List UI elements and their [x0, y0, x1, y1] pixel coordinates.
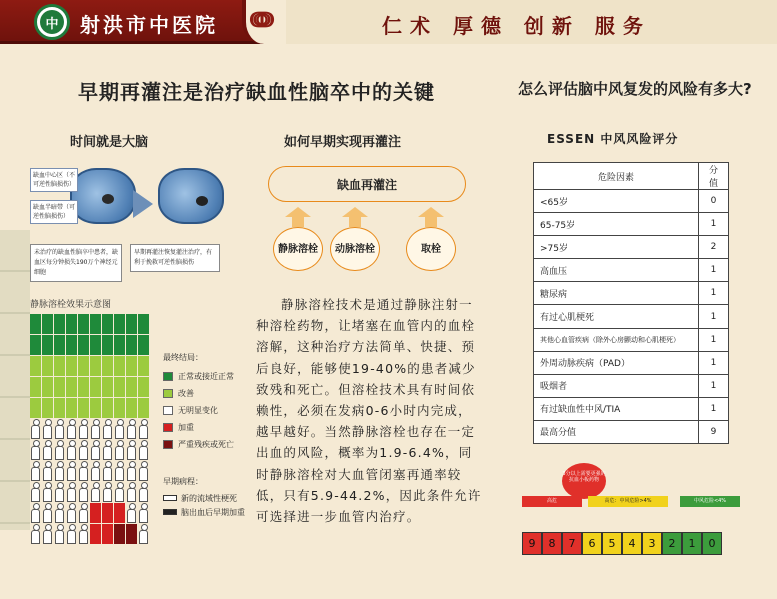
person-icon	[42, 419, 53, 439]
person-icon	[90, 314, 101, 334]
score-cell: 0	[699, 190, 729, 213]
up-arrow-icon	[342, 207, 368, 227]
score-cell: 1	[699, 328, 729, 351]
legend-title: 最终结局：	[163, 353, 203, 362]
person-icon	[42, 482, 53, 502]
person-icon	[102, 440, 113, 460]
person-icon	[30, 356, 41, 376]
risk-score-scale	[522, 532, 722, 555]
person-icon	[102, 356, 113, 376]
person-icon	[126, 524, 137, 544]
legend-swatch	[163, 389, 173, 398]
people-row	[30, 503, 156, 524]
person-icon	[54, 461, 65, 481]
person-icon	[30, 482, 41, 502]
person-icon	[66, 524, 77, 544]
person-icon	[114, 524, 125, 544]
person-icon	[78, 356, 89, 376]
legend-item	[163, 436, 234, 453]
risk-factor-cell: <65岁	[534, 190, 699, 213]
person-icon	[54, 440, 65, 460]
person-icon	[90, 335, 101, 355]
person-icon	[54, 335, 65, 355]
risk-factor-cell: 有过缺血性中风/TIA	[534, 397, 699, 420]
people-row	[30, 461, 156, 482]
person-icon	[114, 314, 125, 334]
course-legend	[163, 476, 245, 519]
scale-cell: 7	[562, 532, 582, 555]
person-icon	[90, 356, 101, 376]
person-icon	[102, 335, 113, 355]
table-row	[534, 259, 729, 282]
person-icon	[66, 314, 77, 334]
person-icon	[66, 377, 77, 397]
legend-label: 新的流域性梗死	[181, 493, 237, 503]
legend-item	[163, 505, 245, 519]
legend-swatch	[163, 372, 173, 381]
swirl-icon: ↈ	[250, 8, 275, 33]
flow-item-thrombectomy: 取栓	[406, 227, 456, 271]
brain-after-icon	[158, 168, 224, 224]
person-icon	[78, 503, 89, 523]
thrombolysis-paragraph: 静脉溶栓技术是通过静脉注射一种溶栓药物，让堵塞在血管内的血栓溶解，这种治疗方法简单、快捷、预后良好，能够使19-40%的患者减少致残和死亡。但溶栓技术具有时间依赖性，必须在发病0-6小时内完成，越早越好。当然静脉溶栓也存在一定出血的风险，概率为1.9-6.4%，同时静脉溶栓对大血管闭塞再通率较低，只有5.9-44.2%，因此条件允许可选择进一步血管内治疗。	[256, 297, 482, 525]
person-icon	[90, 503, 101, 523]
person-icon	[30, 440, 41, 460]
scale-label-high: 高危	[522, 496, 582, 507]
person-icon	[102, 482, 113, 502]
legend-label: 改善	[178, 389, 194, 398]
person-icon	[42, 398, 53, 418]
table-row	[534, 397, 729, 420]
people-row	[30, 524, 156, 545]
thrombolysis-diagram-title: 静脉溶栓效果示意图	[30, 300, 112, 310]
score-cell: 1	[699, 282, 729, 305]
person-icon	[126, 482, 137, 502]
person-icon	[114, 398, 125, 418]
person-icon	[66, 440, 77, 460]
person-icon	[102, 398, 113, 418]
person-icon	[114, 440, 125, 460]
person-icon	[114, 482, 125, 502]
scale-cell: 4	[622, 532, 642, 555]
person-icon	[66, 398, 77, 418]
person-icon	[90, 440, 101, 460]
person-icon	[66, 503, 77, 523]
people-row	[30, 398, 156, 419]
risk-factor-cell: 高血压	[534, 259, 699, 282]
person-icon	[66, 419, 77, 439]
person-icon	[90, 377, 101, 397]
person-icon	[78, 461, 89, 481]
callout-core: 缺血中心区（不可逆性脑损伤）	[30, 168, 78, 192]
person-icon	[114, 419, 125, 439]
legend-swatch	[163, 440, 173, 449]
flow-item-ia: 动脉溶栓	[330, 227, 380, 271]
person-icon	[126, 314, 137, 334]
hospital-logo	[34, 4, 70, 40]
person-icon	[54, 377, 65, 397]
risk-factor-cell: 最高分值	[534, 420, 699, 443]
person-icon	[138, 503, 149, 523]
scale-cell: 5	[602, 532, 622, 555]
person-icon	[90, 398, 101, 418]
person-icon	[114, 503, 125, 523]
person-icon	[102, 419, 113, 439]
people-pictogram	[30, 314, 156, 545]
note-untreated: 未治疗的缺血性脑卒中患者，缺血区每分钟损失190万个神经元细胞	[30, 244, 122, 282]
person-icon	[78, 398, 89, 418]
person-icon	[138, 314, 149, 334]
time-title: 时间就是大脑	[70, 135, 149, 150]
risk-factor-cell: 其他心血管疾病（除外心房颤动和心肌梗死）	[534, 328, 699, 351]
outcome-legend	[163, 352, 234, 453]
scale-cell: 9	[522, 532, 542, 555]
legend-swatch	[163, 509, 177, 515]
person-icon	[54, 419, 65, 439]
reperfusion-box: 缺血再灌注	[268, 166, 466, 202]
score-cell: 1	[699, 305, 729, 328]
person-icon	[78, 440, 89, 460]
person-icon	[42, 461, 53, 481]
scale-cell: 0	[702, 532, 722, 555]
person-icon	[126, 503, 137, 523]
person-icon	[42, 314, 53, 334]
score-cell: 1	[699, 397, 729, 420]
risk-factor-cell: 吸烟者	[534, 374, 699, 397]
person-icon	[102, 314, 113, 334]
score-cell: 1	[699, 213, 729, 236]
person-icon	[42, 377, 53, 397]
legend-swatch	[163, 495, 177, 501]
legend-swatch	[163, 423, 173, 432]
person-icon	[138, 335, 149, 355]
person-icon	[66, 335, 77, 355]
legend-label: 脑出血后早期加重	[181, 507, 245, 517]
person-icon	[42, 524, 53, 544]
person-icon	[90, 419, 101, 439]
legend-label: 加重	[178, 423, 194, 432]
arrow-right-icon	[133, 190, 153, 218]
legend-item	[163, 402, 234, 419]
score-cell: 1	[699, 259, 729, 282]
person-icon	[102, 377, 113, 397]
person-icon	[42, 356, 53, 376]
person-icon	[78, 314, 89, 334]
hospital-name: 射洪市中医院	[80, 13, 218, 37]
person-icon	[126, 356, 137, 376]
person-icon	[126, 419, 137, 439]
table-row	[534, 351, 729, 374]
people-row	[30, 335, 156, 356]
scale-cell: 6	[582, 532, 602, 555]
person-icon	[30, 524, 41, 544]
person-icon	[114, 461, 125, 481]
person-icon	[138, 377, 149, 397]
risk-question-title: 怎么评估脑中风复发的风险有多大?	[518, 80, 752, 98]
person-icon	[54, 314, 65, 334]
ischemic-core-small-icon	[196, 196, 208, 206]
person-icon	[138, 461, 149, 481]
bamboo-decoration	[0, 230, 30, 530]
person-icon	[66, 461, 77, 481]
legend-item	[163, 491, 245, 505]
person-icon	[30, 461, 41, 481]
person-icon	[54, 482, 65, 502]
score-cell: 2	[699, 236, 729, 259]
person-icon	[78, 419, 89, 439]
person-icon	[30, 335, 41, 355]
person-icon	[138, 356, 149, 376]
person-icon	[78, 524, 89, 544]
callout-penumbra: 缺血半暗带（可逆性脑损伤）	[30, 200, 78, 224]
people-row	[30, 482, 156, 503]
legend-item	[163, 385, 234, 402]
table-header-row	[534, 163, 729, 190]
person-icon	[66, 356, 77, 376]
legend2-title: 早期病程：	[163, 477, 203, 486]
people-row	[30, 314, 156, 335]
risk-factor-cell: >75岁	[534, 236, 699, 259]
essen-table	[533, 162, 729, 444]
person-icon	[54, 356, 65, 376]
flow-item-iv: 静脉溶栓	[273, 227, 323, 271]
person-icon	[138, 398, 149, 418]
logo-mark: 中	[40, 10, 64, 34]
header-score: 分值	[699, 163, 729, 190]
legend-label: 正常或接近正常	[178, 372, 234, 381]
risk-factor-cell: 外周动脉疾病（PAD）	[534, 351, 699, 374]
person-icon	[30, 419, 41, 439]
score-cell: 1	[699, 351, 729, 374]
person-icon	[54, 398, 65, 418]
person-icon	[30, 314, 41, 334]
score-cell: 1	[699, 374, 729, 397]
person-icon	[90, 461, 101, 481]
person-icon	[78, 377, 89, 397]
table-row	[534, 305, 729, 328]
person-icon	[78, 335, 89, 355]
people-row	[30, 356, 156, 377]
hospital-motto: 仁术 厚德 创新 服务	[382, 14, 651, 38]
person-icon	[138, 419, 149, 439]
table-row	[534, 236, 729, 259]
main-title: 早期再灌注是治疗缺血性脑卒中的关键	[78, 80, 435, 104]
scale-cell: 2	[662, 532, 682, 555]
people-row	[30, 419, 156, 440]
threshold-bubble: 3分以上需要更强的抗血小板药物	[562, 463, 606, 499]
table-row	[534, 282, 729, 305]
person-icon	[30, 377, 41, 397]
person-icon	[114, 356, 125, 376]
scale-cell: 1	[682, 532, 702, 555]
flow-title: 如何早期实现再灌注	[284, 135, 402, 150]
person-icon	[126, 461, 137, 481]
person-icon	[30, 398, 41, 418]
legend-item	[163, 368, 234, 385]
person-icon	[114, 377, 125, 397]
person-icon	[102, 461, 113, 481]
person-icon	[30, 503, 41, 523]
person-icon	[114, 335, 125, 355]
people-row	[30, 440, 156, 461]
up-arrow-icon	[285, 207, 311, 227]
person-icon	[42, 335, 53, 355]
note-reperfusion: 早期再灌注恢复灌注治疗，有利于挽救可逆性脑损伤	[130, 244, 220, 272]
legend-swatch	[163, 406, 173, 415]
person-icon	[90, 524, 101, 544]
person-icon	[102, 524, 113, 544]
person-icon	[126, 440, 137, 460]
table-row	[534, 328, 729, 351]
legend-label: 无明显变化	[178, 406, 218, 415]
person-icon	[42, 440, 53, 460]
score-cell: 9	[699, 420, 729, 443]
table-row	[534, 374, 729, 397]
person-icon	[138, 440, 149, 460]
table-row	[534, 213, 729, 236]
up-arrow-icon	[418, 207, 444, 227]
legend-item	[163, 419, 234, 436]
brain-before-icon	[70, 168, 136, 224]
risk-factor-cell: 65-75岁	[534, 213, 699, 236]
scale-cell: 8	[542, 532, 562, 555]
person-icon	[54, 503, 65, 523]
scale-label-low: 中风危险<4%	[680, 496, 740, 507]
essen-title: ESSEN 中风风险评分	[547, 132, 679, 146]
risk-factor-cell: 有过心肌梗死	[534, 305, 699, 328]
risk-factor-cell: 糖尿病	[534, 282, 699, 305]
scale-label-mid: 高危：中风危险>4%	[588, 496, 668, 507]
person-icon	[138, 482, 149, 502]
person-icon	[42, 503, 53, 523]
people-row	[30, 377, 156, 398]
person-icon	[90, 482, 101, 502]
person-icon	[78, 482, 89, 502]
header-risk-factor: 危险因素	[534, 163, 699, 190]
ischemic-core-icon	[102, 194, 114, 204]
person-icon	[66, 482, 77, 502]
legend-label: 严重残疾或死亡	[178, 440, 234, 449]
brain-illustration	[30, 160, 230, 280]
person-icon	[126, 377, 137, 397]
person-icon	[126, 398, 137, 418]
scale-cell: 3	[642, 532, 662, 555]
person-icon	[54, 524, 65, 544]
table-row	[534, 190, 729, 213]
table-row	[534, 420, 729, 443]
person-icon	[102, 503, 113, 523]
person-icon	[126, 335, 137, 355]
person-icon	[138, 524, 149, 544]
